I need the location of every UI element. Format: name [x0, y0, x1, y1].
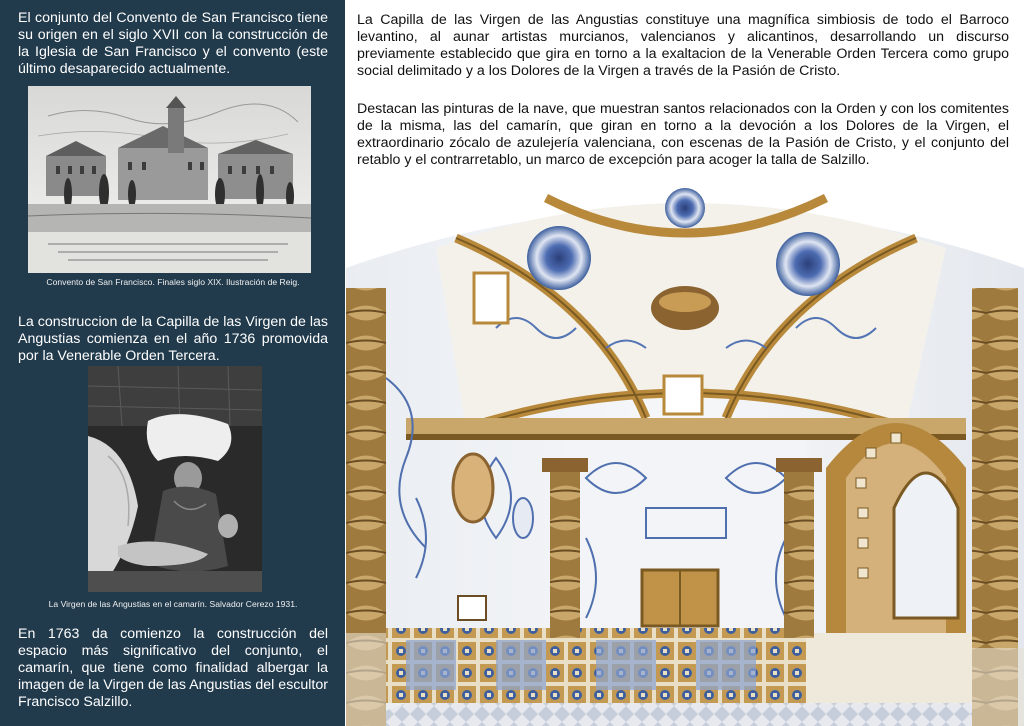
illustration-caption: Convento de San Francisco. Finales siglo XIX. Ilustración de Reig.: [46, 277, 300, 287]
chapel-interior-image: [346, 178, 1024, 726]
virgin-sculpture-image: [88, 366, 262, 592]
intro-paragraph: El conjunto del Convento de San Francisco tiene su origen en el siglo XVII con la construcción de la Iglesia de San Francisco y el convento (este último desaparecido actualmente.: [18, 10, 328, 77]
chapel-intro-paragraph: La Capilla de las Virgen de las Angustias constituye una magnífica simbiosis de todo el Barroco levantino, al aunar artistas murcianos, valencianos y alicantinos, desarrollando un discurso previamente establecido que gira en torno a la exaltacion de la Venerable Orden Tercera como grupo social delimitado y a los Dolores de la Virgen a través de la Pasión de Cristo.: [357, 12, 1009, 79]
camarin-paragraph: En 1763 da comienzo la construcción del espacio más significativo del conjunto, el camarín, que tiene como finalidad albergar la imagen de la Virgen de las Angustias del escultor Francisco Salzillo.: [18, 626, 328, 710]
convent-illustration-image: [28, 86, 311, 273]
virgin-caption: La Virgen de las Angustias en el camarín. Salvador Cerezo 1931.: [48, 599, 298, 609]
construction-paragraph: La construccion de la Capilla de las Virgen de las Angustias comienza en el año 1736 promovida por la Venerable Orden Tercera.: [18, 314, 328, 364]
left-panel: [0, 0, 345, 726]
chapel-details-paragraph: Destacan las pinturas de la nave, que muestran santos relacionados con la Orden y con los comitentes de la misma, las del camarín, que giran en torno a la devoción a los Dolores de la Virgen, el extraordinario zócalo de azulejería valenciana, con escenas de la Pasión de Cristo, y el conjunto del retablo y el contrarretablo, un marco de excepción para acoger la talla de Salzillo.: [357, 101, 1009, 168]
